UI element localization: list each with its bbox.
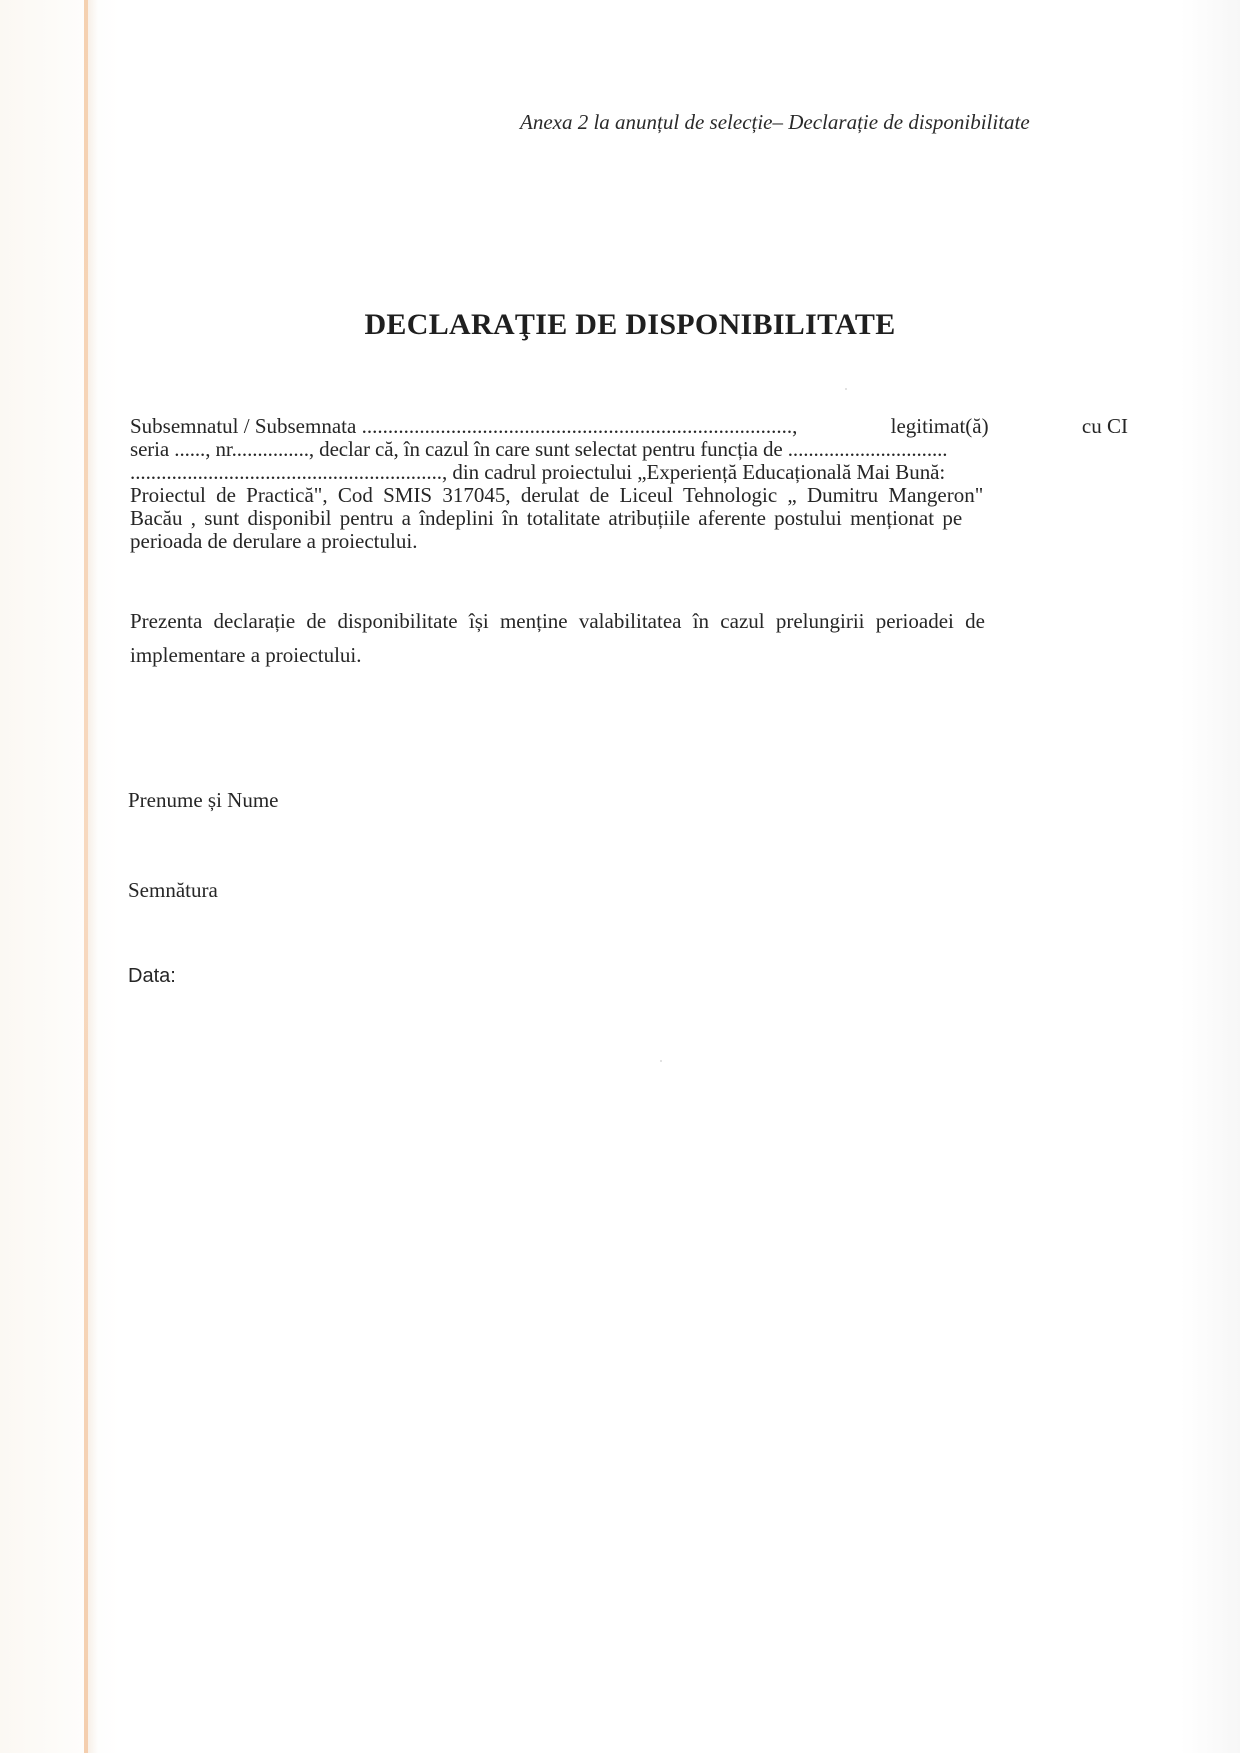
annex-header: Anexa 2 la anunțul de selecție– Declarație de disponibilitate bbox=[520, 110, 1030, 134]
paragraph-line bbox=[130, 415, 1128, 438]
paragraph-line: Bacău , sunt disponibil pentru a îndeplini în totalitate atribuțiile aferente postului menționat pe bbox=[130, 506, 963, 530]
paragraph-line: perioada de derulare a proiectului. bbox=[130, 529, 418, 553]
validity-paragraph bbox=[130, 604, 1128, 672]
paragraph-line: implementare a proiectului. bbox=[130, 643, 362, 667]
paragraph-line: seria ......, nr..............., declar că, în cazul în care sunt selectat pentru funcția de ............................... bbox=[130, 437, 948, 461]
paragraph-line: ............................................................, din cadrul proiectului „Experiență Educațională Mai Bună: bbox=[130, 460, 946, 484]
declaration-paragraph bbox=[130, 415, 1128, 553]
line-segment: legitimat(ă) bbox=[890, 414, 989, 438]
paragraph-line: Proiectul de Practică", Cod SMIS 317045, derulat de Liceul Tehnologic „ Dumitru Mangeron" bbox=[130, 483, 984, 507]
scan-edge-shadow bbox=[88, 0, 98, 1753]
scan-speck bbox=[660, 1060, 662, 1062]
scan-speck bbox=[845, 388, 847, 390]
line-segment: Subsemnatul / Subsemnata .................................................................................., bbox=[130, 414, 798, 438]
paragraph-line: Prezenta declarație de disponibilitate își menține valabilitatea în cazul prelungirii perioadei de bbox=[130, 609, 985, 633]
line-segment: cu CI bbox=[1081, 414, 1128, 438]
name-label: Prenume și Nume bbox=[128, 788, 279, 812]
signature-label: Semnătura bbox=[128, 878, 218, 902]
document-title: DECLARAŢIE DE DISPONIBILITATE bbox=[364, 308, 896, 341]
date-label: Data: bbox=[128, 965, 176, 987]
